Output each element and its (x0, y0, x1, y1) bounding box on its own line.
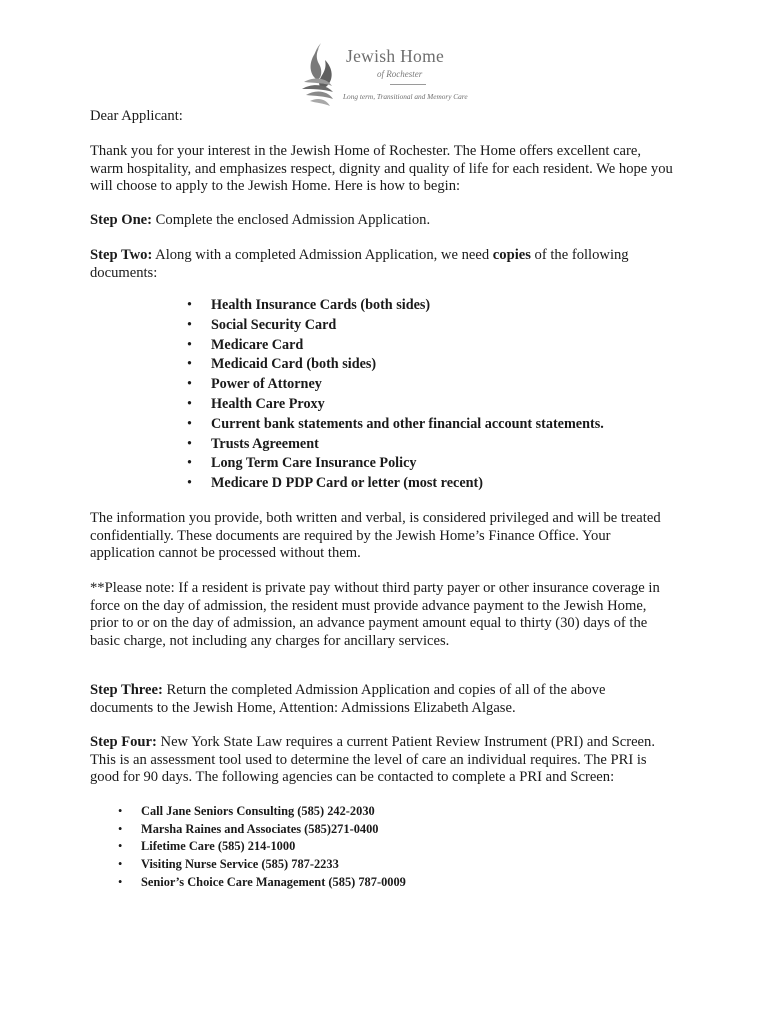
step-four: Step Four: New York State Law requires a current Patient Review Instrument (PRI) and Screen. This is an assessment tool used to determine the level of care an individual requires. The PRI is good for 90 days. The following agencies can be contacted to complete a PRI and Screen: (90, 734, 655, 785)
list-item: • Long Term Care Insurance Policy (187, 455, 417, 472)
step-four-label: Step Four: (90, 734, 157, 750)
list-item: • Lifetime Care (585) 214-1000 (118, 839, 296, 854)
list-item: • Medicare Card (187, 336, 304, 353)
step-two: Step Two: Along with a completed Admission Application, we need copies of the following documents: (90, 247, 629, 281)
privacy-paragraph: The information you provide, both written and verbal, is considered privileged and will be treated confidentially. These documents are required by the Jewish Home’s Finance Office. Your application cannot be processed without them. (90, 510, 661, 561)
logo-divider (390, 84, 426, 85)
list-item: • Visiting Nurse Service (585) 787-2233 (118, 857, 339, 872)
step-three: Step Three: Return the completed Admission Application and copies of all of the above documents to the Jewish Home, Attention: Admissions Elizabeth Algase. (90, 682, 606, 716)
step-one-label: Step One: (90, 212, 153, 228)
copies-emphasis: copies (492, 247, 531, 263)
list-item: • Medicare D PDP Card or letter (most recent) (187, 475, 483, 492)
agencies-list (118, 803, 406, 891)
list-item: • Health Insurance Cards (both sides) (187, 297, 431, 313)
step-two-label: Step Two: (90, 247, 153, 263)
intro-line: warm hospitality, and emphasizes respect, dignity and quality of life for each resident. We hope you (90, 160, 673, 177)
logo-subtitle: of Rochester (377, 69, 423, 79)
intro-line: Thank you for your interest in the Jewish Home of Rochester. The Home offers excellent care, (90, 143, 642, 159)
logo-tagline: Long term, Transitional and Memory Care (343, 92, 468, 101)
list-item: • Senior’s Choice Care Management (585) 787-0009 (118, 874, 406, 889)
list-item: • Trusts Agreement (187, 435, 319, 452)
flame-leaf-icon (300, 42, 340, 110)
list-item: • Current bank statements and other financial account statements. (187, 415, 604, 432)
list-item: • Medicaid Card (both sides) (187, 356, 377, 373)
logo-title: Jewish Home (346, 46, 445, 66)
intro-line: will choose to apply to the Jewish Home. Here is how to begin: (90, 178, 461, 194)
step-one-text: Complete the enclosed Admission Application. (152, 212, 431, 228)
required-documents-list (187, 296, 604, 494)
step-three-label: Step Three: (90, 682, 163, 698)
salutation: Dear Applicant: (90, 108, 183, 124)
list-item: • Health Care Proxy (187, 395, 325, 412)
payment-note: **Please note: If a resident is private pay without third party payer or other insurance coverage in force on the day of admission, the resident must provide advance payment to the Jewish Home, prior to or on the day of admission, an advance payment amount equal to thirty (30) days of the basic charge, not including any charges for ancillary services. (90, 580, 660, 649)
list-item: • Power of Attorney (187, 376, 322, 393)
logo (300, 40, 480, 112)
intro-paragraph (90, 143, 690, 196)
step-one (90, 212, 690, 230)
list-item: • Marsha Raines and Associates (585)271-0400 (118, 821, 379, 836)
list-item: • Call Jane Seniors Consulting (585) 242-2030 (118, 804, 375, 818)
list-item: • Social Security Card (187, 316, 337, 333)
